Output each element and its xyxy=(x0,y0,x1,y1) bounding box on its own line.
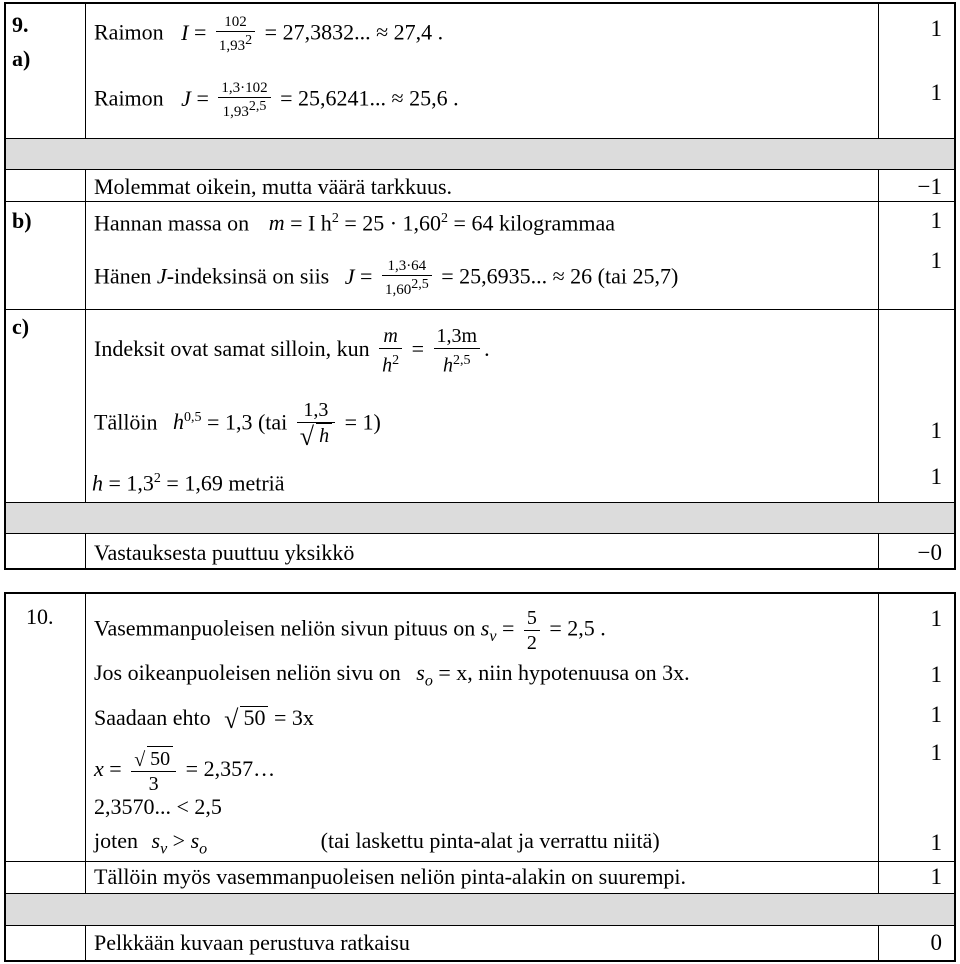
points: 1 xyxy=(930,208,942,233)
points: 1 xyxy=(930,830,942,855)
points: 1 xyxy=(930,80,942,105)
row-x-value: x = $\frac{√ 50}{3}$ = 2,357… 1 xyxy=(94,740,942,795)
row-unit-missing: Vastauksesta puuttuu yksikkö −0 xyxy=(94,540,942,565)
row-right-side: Jos oikeanpuoleisen neliön sivu on $s_o = x$, niin hypotenuusa on 3x. 1 xyxy=(94,660,942,690)
row-picture-only: Pelkkään kuvaan perustuva ratkaisu 0 xyxy=(94,930,942,955)
points: 1 xyxy=(930,464,942,489)
points: 1 xyxy=(930,662,942,687)
task-10-table xyxy=(4,592,956,962)
row-wrong-precision: Molemmat oikein, mutta väärä tarkkuus. −1 xyxy=(6,170,954,202)
separator-row xyxy=(6,138,954,170)
points: 1 xyxy=(930,606,942,631)
points: 1 xyxy=(930,248,942,273)
row-area-conclusion: Tällöin myös vasemmanpuoleisen neliön pinta-alakin on suurempi. 1 xyxy=(6,862,954,894)
fraction-J: $\frac{1,3\cdot 102}{1,93^{2,5}}$ xyxy=(218,80,270,121)
points: 1 xyxy=(930,702,942,727)
points: 1 xyxy=(930,740,942,765)
part-c-label: c) xyxy=(12,314,30,339)
task-number: 9. xyxy=(12,12,29,37)
fraction-Jb: $\frac{1,3\cdot 64}{1,60^{2,5}}$ xyxy=(382,258,432,299)
row-left-side: Vasemmanpuoleisen neliön sivun pituus on $s_v$ = $\frac{5}{2}$ = 2,5 . 1 xyxy=(94,606,942,654)
fraction-13m-h25: $\frac{1,3m}{h^{2,5}}$ xyxy=(434,324,481,378)
task-number: 10. xyxy=(26,604,54,629)
points: 1 xyxy=(930,16,942,41)
row-b-index: Hänen J-indeksinsä on siis J = $\frac{1,3\cdot 64}{1,60^{2,5}}$ = 25,6935... ≈ 26 (tai 25,7) 1 xyxy=(6,244,954,310)
row-a-raimon-I: Raimon I = $\frac{102}{1,93^2}$ = 27,3832... ≈ 27,4 . 1 xyxy=(94,14,942,54)
separator-row xyxy=(6,502,954,534)
task-9-table xyxy=(4,2,956,570)
fraction-sqrt50-3: $\frac{√ 50}{3}$ xyxy=(131,746,176,796)
row-c-equal-indices: Indeksit ovat samat silloin, kun $\frac{m}{h^2}$ = $\frac{1,3m}{h^{2,5}}$ . xyxy=(94,325,490,377)
points: 1 xyxy=(930,864,942,889)
fraction-5-2: $\frac{5}{2}$ xyxy=(524,606,540,655)
part-a-label: a) xyxy=(12,46,31,71)
row-conclusion: joten $s_v > s_o$ (tai laskettu pinta-alat ja verrattu niitä) 1 xyxy=(6,824,954,862)
points: 1 xyxy=(930,418,942,443)
points: −1 xyxy=(917,174,942,199)
row-a-raimon-J: Raimon J = $\frac{1,3\cdot 102}{1,93^{2,5}}$ = 25,6241... ≈ 25,6 . 1 xyxy=(94,80,942,120)
points: 0 xyxy=(930,930,942,955)
row-condition: Saadaan ehto √ 50 = 3x 1 xyxy=(94,702,942,734)
row-b-mass: Hannan massa on m = I $h^2 = 25 \cdot 1,60^2 = 64$ kilogrammaa 1 xyxy=(94,208,942,236)
part-b-label: b) xyxy=(12,208,32,233)
fraction-m-h2: $\frac{m}{h^2}$ xyxy=(379,324,402,378)
row-c-result: $h = 1,3^2 = 1,69$ metriä 1 xyxy=(92,464,942,496)
points: −0 xyxy=(917,540,942,565)
row-c-then: Tällöin $h^{0,5} = 1,3$ (tai $\frac{1,3}{√ h}$ = 1) 1 xyxy=(94,399,942,452)
fraction-13-sqrt-h: $\frac{1,3}{√ h}$ xyxy=(297,398,335,450)
row-comparison: 2,3570... < 2,5 xyxy=(94,794,222,819)
fraction-I: $\frac{102}{1,93^2}$ xyxy=(216,14,255,55)
separator-row xyxy=(6,894,954,926)
